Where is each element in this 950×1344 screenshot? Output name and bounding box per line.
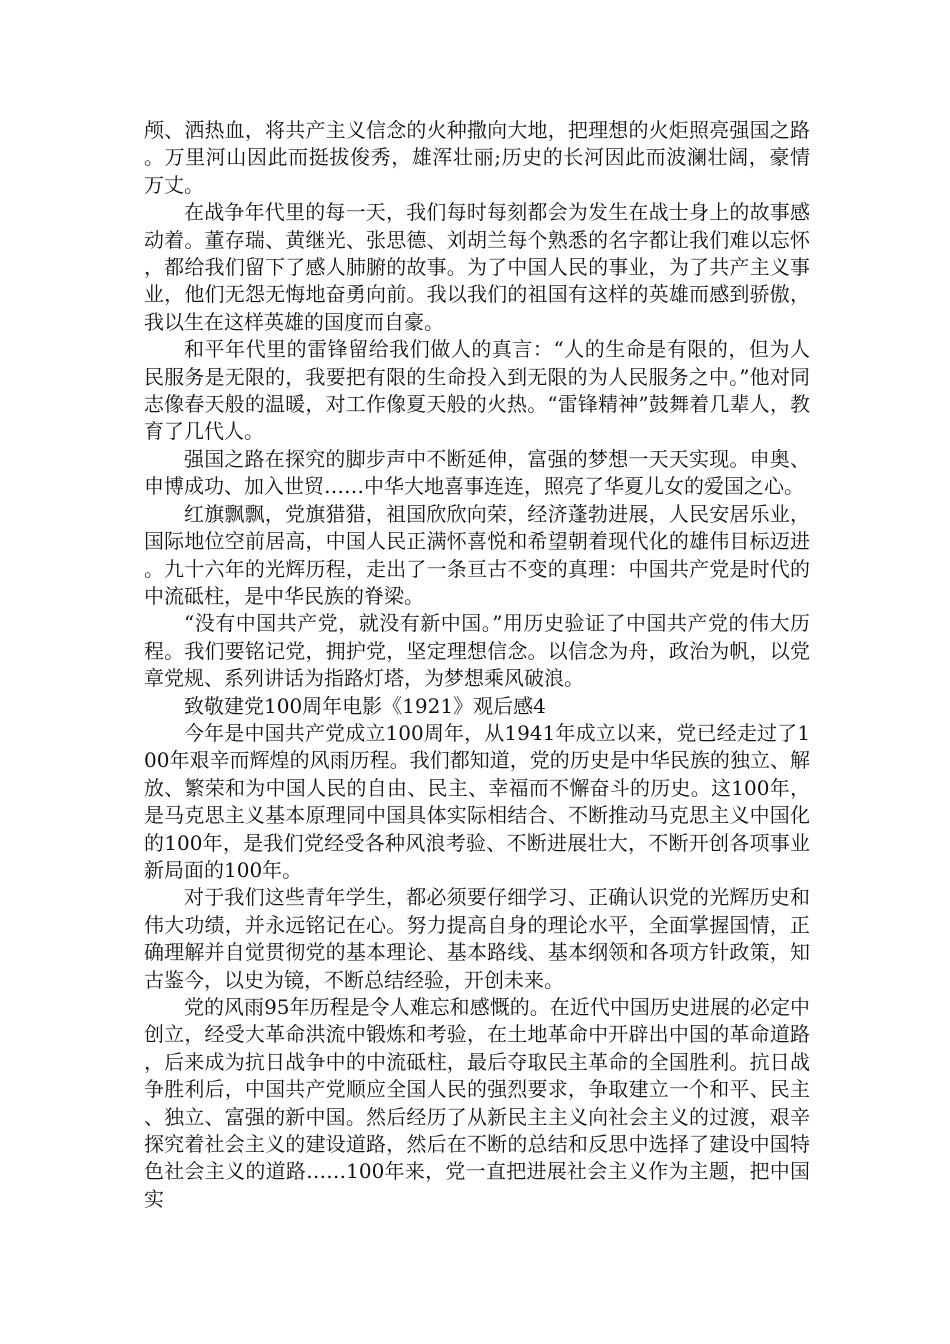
paragraph-centenary: 今年是中国共产党成立100周年，从1941年成立以来，党已经走过了100年艰辛而辉煌的风雨历程。我们都知道，党的历史是中华民族的独立、解放、繁荣和为中国人民的自由、民主、幸福而不懈奋斗的历史。这100年，是马克思主义基本原理同中国具体实际相结合、不断推动马克思主义中国化的100年，是我们党经受各种风浪考验、不断进展壮大，不断开创各项事业新局面的100年。 <box>144 720 810 882</box>
paragraph-red-flags: 红旗飘飘，党旗猎猎，祖国欣欣向荣，经济蓬勃进展，人民安居乐业，国际地位空前居高，中国人民正满怀喜悦和希望朝着现代化的雄伟目标迈进。九十六年的光辉历程，走出了一条亘古不变的真理：中国共产党是时代的中流砥柱，是中华民族的脊梁。 <box>144 501 810 608</box>
paragraph-young-students: 对于我们这些青年学生，都必须要仔细学习、正确认识党的光辉历史和伟大功绩，并永远铭记在心。努力提高自身的理论水平，全面掌握国情，正确理解并自觉贯彻党的基本理论、基本路线、基本纲领和各项方针政策，知古鉴今，以史为镜，不断总结经验，开创未来。 <box>144 885 810 992</box>
paragraph-party-history: 党的风雨95年历程是令人难忘和感慨的。在近代中国历史进展的必定中创立，经受大革命洪流中锻炼和考验，在土地革命中开辟出中国的革命道路，后来成为抗日战争中的中流砥柱，最后夺取民主革命的全国胜利。抗日战争胜利后，中国共产党顺应全国人民的强烈要求，争取建立一个和平、民主、独立、富强的新中国。然后经历了从新民主主义向社会主义的过渡，艰辛探究着社会主义的建设道路，然后在不断的总结和反思中选择了建设中国特色社会主义的道路……100年来，党一直把进展社会主义作为主题，把中国实 <box>144 995 810 1211</box>
document-page <box>144 117 810 1213</box>
paragraph-continuation: 颅、洒热血，将共产主义信念的火种撒向大地，把理想的火炬照亮强国之路。万里河山因此而挺拔俊秀，雄浑壮丽;历史的长河因此而波澜壮阔，豪情万丈。 <box>144 118 810 197</box>
paragraph-road-to-strength: 强国之路在探究的脚步声中不断延伸，富强的梦想一天天实现。申奥、申博成功、加入世贸……中华大地喜事连连，照亮了华夏儿女的爱国之心。 <box>144 446 810 499</box>
section-heading: 致敬建党100周年电影《1921》观后感4 <box>184 693 546 718</box>
paragraph-lei-feng: 和平年代里的雷锋留给我们做人的真言：“人的生命是有限的，但为人民服务是无限的，我要把有限的生命投入到无限的为人民服务之中。”他对同志像春天般的温暖，对工作像夏天般的火热。“雷锋精神”鼓舞着几辈人，教育了几代人。 <box>144 337 810 444</box>
paragraph-war-heroes: 在战争年代里的每一天，我们每时每刻都会为发生在战士身上的故事感动着。董存瑞、黄继光、张思德、刘胡兰每个熟悉的名字都让我们难以忘怀，都给我们留下了感人肺腑的故事。为了中国人民的事业，为了共产主义事业，他们无怨无悔地奋勇向前。我以我们的祖国有这样的英雄而感到骄傲，我以生在这样英雄的国度而自豪。 <box>144 200 810 334</box>
paragraph-no-party-no-china: “没有中国共产党，就没有新中国。”用历史验证了中国共产党的伟大历程。我们要铭记党，拥护党，坚定理想信念。以信念为舟，政治为帆，以党章党规、系列讲话为指路灯塔，为梦想乘风破浪。 <box>144 611 810 691</box>
